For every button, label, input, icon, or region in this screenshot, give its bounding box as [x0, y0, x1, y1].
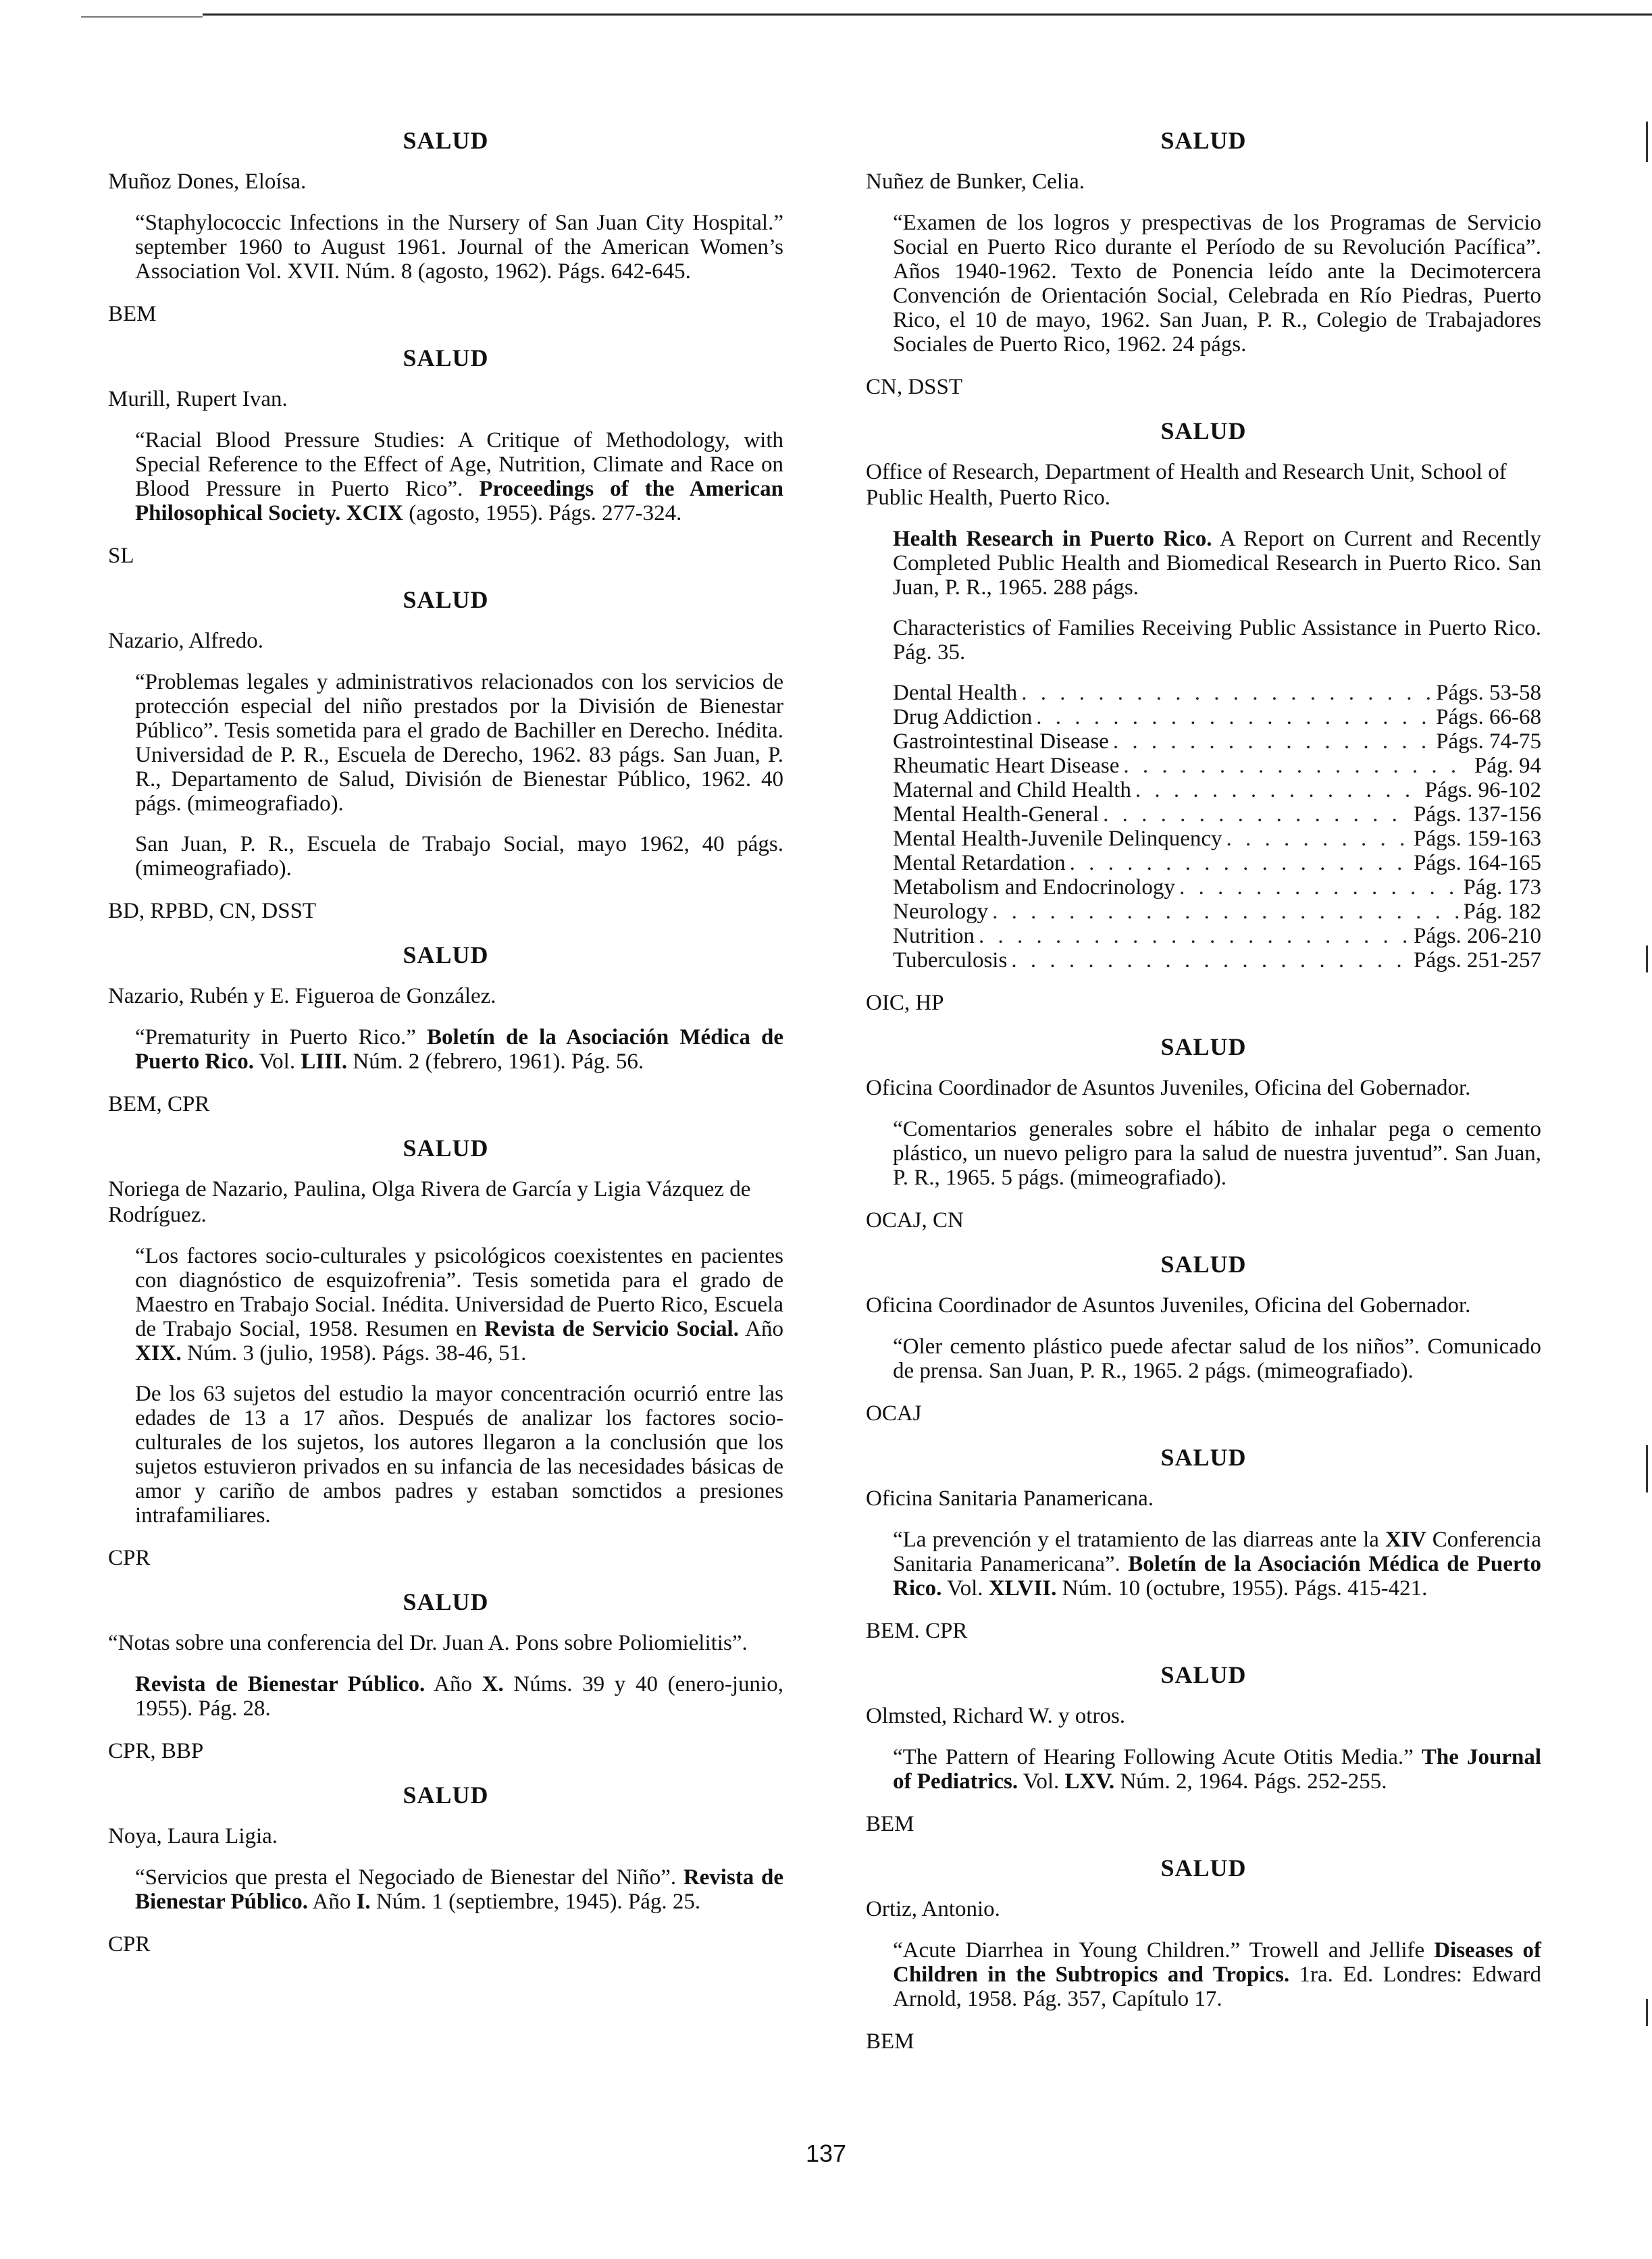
topic-index-row [893, 900, 1541, 924]
citation-text: “Los factores socio-culturales y psicológicos coexistentes en pacientes con diagnóstico de esquizofrenia”. Tesis sometida para el grado de Maestro en Trabajo Social. Inédita. Universidad de Puerto Rico, Escuela de Trabajo Social, 1958. Resumen en [135, 1244, 783, 1341]
entry-author: “Notas sobre una conferencia del Dr. Juan A. Pons sobre Poliomielitis”. [108, 1631, 748, 1655]
entry-author: Ortiz, Antonio. [866, 1897, 1000, 1921]
topic-index-row [893, 851, 1541, 875]
topic-label: Drug Addiction [893, 705, 1033, 729]
topic-pages: Pág. 94 [1474, 754, 1541, 778]
citation-text: “Racial Blood Pressure Studies: A Critique of Methodology, with Special Reference to the Effect of Age, Nutrition, Climate and Race on Blood Pressure in Puerto Rico”. [135, 428, 783, 501]
entry-author: Oficina Coordinador de Asuntos Juveniles, Oficina del Gobernador. [866, 1076, 1471, 1100]
entry-author: Nazario, Rubén y E. Figueroa de González. [108, 984, 496, 1008]
topic-pages: Págs. 206-210 [1414, 924, 1541, 948]
dot-leader [1135, 778, 1421, 802]
topic-index-row [893, 729, 1541, 754]
topic-pages: Pág. 182 [1463, 900, 1541, 924]
citation-text: Vol. [1018, 1769, 1065, 1794]
citation-title: LIII. [301, 1049, 348, 1074]
library-code: CPR [108, 1932, 151, 1956]
bibliography-entry [866, 417, 1541, 1016]
citation-text: “The Pattern of Hearing Following Acute Otitis Media.” [893, 1745, 1422, 1769]
bibliography-entry [108, 344, 783, 569]
citation-title: XIX. [135, 1341, 182, 1366]
dot-leader [1123, 754, 1470, 778]
library-code: OCAJ, CN [866, 1208, 964, 1232]
entry-author: Oficina Coordinador de Asuntos Juveniles, Oficina del Gobernador. [866, 1293, 1471, 1318]
subject-heading: SALUD [403, 586, 489, 613]
citation-text: “Staphylococcic Infections in the Nursery of San Juan City Hospital.” september 1960 to August 1961. Journal of the American Women’s Association Vol. XVII. Núm. 8 (agosto, 1962). Págs. 642-645. [135, 211, 783, 284]
topic-pages: Págs. 74-75 [1436, 729, 1541, 754]
entry-author: Muñoz Dones, Eloísa. [108, 170, 307, 194]
entry-author: Olmsted, Richard W. y otros. [866, 1704, 1126, 1728]
library-code: BEM [866, 2029, 914, 2054]
subject-heading: SALUD [1160, 127, 1247, 154]
entry-citation [893, 211, 1541, 357]
entry-note: San Juan, P. R., Escuela de Trabajo Social, mayo 1962, 40 págs. (mimeografiado). [135, 832, 783, 881]
library-code: BEM. CPR [866, 1619, 968, 1643]
entry-author: Oficina Sanitaria Panamericana. [866, 1486, 1154, 1511]
citation-text: “Servicios que presta el Negociado de Bienestar del Niño”. [135, 1865, 683, 1890]
topic-pages: Pág. 173 [1463, 875, 1541, 900]
entry-citation [135, 211, 783, 284]
topic-index-row [893, 778, 1541, 802]
citation-text: “Problemas legales y administrativos relacionados con los servicios de protección especial del niño prestados por la División de Bienestar Público”. Tesis sometida para el grado de Bachiller en Derecho. Inédita. Universidad de P. R., Escuela de Derecho, 1962. 83 págs. San Juan, P. R., Departamento de Salud, División de Bienestar Público, 1962. 40 págs. (mimeografiado). [135, 670, 783, 816]
citation-title: Revista de Bienestar Público. [135, 1865, 783, 1914]
entry-citation [893, 1528, 1541, 1601]
entry-citation [135, 428, 783, 525]
topic-label: Gastrointestinal Disease [893, 729, 1109, 754]
edge-mark [1646, 1445, 1648, 1492]
topic-label: Maternal and Child Health [893, 778, 1131, 802]
subject-heading: SALUD [1160, 1251, 1247, 1278]
topic-label: Rheumatic Heart Disease [893, 754, 1120, 778]
entry-note: Characteristics of Families Receiving Public Assistance in Puerto Rico. Pág. 35. [893, 616, 1541, 665]
dot-leader [1070, 851, 1410, 875]
citation-text: Núm. 2, 1964. Págs. 252-255. [1114, 1769, 1387, 1794]
library-code: CN, DSST [866, 375, 963, 399]
citation-title: Boletín de la Asociación Médica de Puerto Rico. [893, 1552, 1542, 1601]
entry-author: Noriega de Nazario, Paulina, Olga Rivera de García y Ligia Vázquez de Rodríguez. [108, 1177, 751, 1227]
top-rule [203, 14, 1652, 16]
subject-heading: SALUD [1160, 1444, 1247, 1471]
citation-text: Núms. 39 y 40 (enero-junio, 1955). Pág. 28. [135, 1672, 783, 1721]
entry-citation [893, 1117, 1541, 1190]
topic-index-row [893, 681, 1541, 705]
dot-leader [1113, 729, 1432, 754]
topic-pages: Págs. 66-68 [1436, 705, 1541, 729]
citation-text: Núm. 2 (febrero, 1961). Pág. 56. [347, 1049, 644, 1074]
entry-citation [135, 1244, 783, 1366]
subject-heading: SALUD [1160, 1661, 1247, 1688]
citation-text: “Oler cemento plástico puede afectar salud de los niños”. Comunicado de prensa. San Juan, P. R., 1965. 2 págs. (mimeografiado). [893, 1334, 1541, 1383]
citation-text: Conferencia Sanitaria Panamericana”. [893, 1528, 1541, 1576]
subject-heading: SALUD [403, 344, 489, 371]
citation-text: 1ra. Ed. Londres: Edward Arnold, 1958. Pág. 357, Capítulo 17. [893, 1963, 1541, 2011]
entry-citation [893, 1334, 1541, 1383]
page-number: 137 [805, 2139, 847, 2167]
subject-heading: SALUD [1160, 1033, 1247, 1060]
citation-text: “La prevención y el tratamiento de las diarreas ante la [893, 1528, 1386, 1552]
entry-citation [893, 1938, 1541, 2011]
entry-citation [893, 1745, 1541, 1794]
citation-text: “Prematurity in Puerto Rico.” [135, 1025, 428, 1049]
topic-pages: Págs. 137-156 [1414, 802, 1541, 827]
topic-pages: Págs. 159-163 [1414, 827, 1541, 851]
subject-heading: SALUD [1160, 417, 1247, 444]
citation-title: Proceedings of the American Philosophical Society. XCIX [135, 477, 784, 525]
subject-heading: SALUD [403, 1588, 489, 1615]
bibliography-entry [108, 127, 783, 327]
citation-text: “Comentarios generales sobre el hábito de inhalar pega o cemento plástico, un nuevo peligro para la salud de nuestra juventud”. San Juan, P. R., 1965. 5 págs. (mimeografiado). [893, 1117, 1541, 1190]
topic-index-row [893, 802, 1541, 827]
entry-author: Nazario, Alfredo. [108, 629, 263, 653]
topic-label: Mental Health-General [893, 802, 1100, 827]
edge-mark [1646, 122, 1648, 162]
bibliography-entry [866, 1444, 1541, 1644]
edge-mark [1646, 1999, 1648, 2026]
citation-title: Revista de Servicio Social. [484, 1317, 739, 1341]
library-code: OCAJ [866, 1401, 922, 1426]
library-code: CPR [108, 1546, 151, 1570]
topic-label: Metabolism and Endocrinology [893, 875, 1175, 900]
entry-author: Office of Research, Department of Health and Research Unit, School of Public Health, Puerto Rico. [866, 460, 1507, 510]
topic-label: Mental Health-Juvenile Delinquency [893, 827, 1222, 851]
citation-title: Health Research in Puerto Rico. [893, 527, 1212, 551]
library-code: BEM [866, 1812, 914, 1836]
topic-label: Nutrition [893, 924, 975, 948]
bibliography-entry [866, 1661, 1541, 1837]
dot-leader [992, 900, 1459, 924]
citation-text: Vol. [941, 1576, 989, 1601]
citation-text: “Examen de los logros y prespectivas de los Programas de Servicio Social en Puerto Rico durante el Período de su Revolución Pacífica”. Años 1940-1962. Texto de Ponencia leído ante la Decimotercera Convención de Orientación Social, Celebrada en Río Piedras, Puerto Rico, el 10 de mayo, 1962. San Juan, P. R., Colegio de Trabajadores Sociales de Puerto Rico, 1962. 24 págs. [893, 211, 1541, 357]
topic-index-row [893, 875, 1541, 900]
citation-text: (agosto, 1955). Págs. 277-324. [403, 501, 682, 525]
subject-heading: SALUD [403, 941, 489, 968]
dot-leader [1036, 705, 1432, 729]
dot-leader [1227, 827, 1410, 851]
topic-label: Mental Retardation [893, 851, 1066, 875]
library-code: CPR, BBP [108, 1739, 204, 1763]
topic-index-row [893, 924, 1541, 948]
topic-label: Neurology [893, 900, 989, 924]
bibliography-entry [108, 1588, 783, 1764]
topic-index-row [893, 827, 1541, 851]
library-code: BEM, CPR [108, 1092, 210, 1116]
citation-text: “Acute Diarrhea in Young Children.” Trowell and Jellife [893, 1938, 1435, 1963]
topic-index-row [893, 705, 1541, 729]
library-code: OIC, HP [866, 991, 944, 1015]
topic-pages: Págs. 53-58 [1436, 681, 1541, 705]
dot-leader [1011, 948, 1410, 972]
entry-citation [135, 1025, 783, 1074]
citation-title: I. [356, 1890, 371, 1914]
right-column [866, 115, 1541, 2072]
subject-heading: SALUD [403, 1782, 489, 1809]
bibliography-entry [866, 1854, 1541, 2054]
entry-author: Noya, Laura Ligia. [108, 1824, 278, 1848]
citation-text: Año [425, 1672, 482, 1696]
dot-leader [1103, 802, 1410, 827]
citation-title: Boletín de la Asociación Médica de Puerto Rico. [135, 1025, 783, 1074]
topic-label: Dental Health [893, 681, 1018, 705]
citation-text: Núm. 1 (septiembre, 1945). Pág. 25. [370, 1890, 701, 1914]
entry-author: Murill, Rupert Ivan. [108, 387, 288, 411]
citation-title: Revista de Bienestar Público. [135, 1672, 425, 1696]
subject-heading: SALUD [403, 127, 489, 154]
topic-pages: Págs. 96-102 [1424, 778, 1541, 802]
entry-citation [893, 527, 1541, 600]
entry-citation [135, 670, 783, 816]
bibliography-entry [108, 941, 783, 1117]
library-code: BEM [108, 302, 157, 326]
bibliography-entry [108, 1135, 783, 1571]
edge-mark [1646, 945, 1648, 972]
citation-text: A Report on Current and Recently Completed Public Health and Biomedical Research in Puerto Rico. San Juan, P. R., 1965. 288 págs. [893, 527, 1542, 600]
topic-index [893, 681, 1541, 972]
citation-text: Año [738, 1317, 783, 1341]
library-code: SL [108, 544, 134, 568]
topic-index-row [893, 754, 1541, 778]
entry-citation [135, 1672, 783, 1721]
bibliography-entry [108, 586, 783, 924]
subject-heading: SALUD [1160, 1854, 1247, 1881]
citation-title: XIV [1385, 1528, 1426, 1552]
citation-text: Núm. 10 (octubre, 1955). Págs. 415-421. [1056, 1576, 1428, 1601]
left-column [108, 115, 783, 1975]
dot-leader [1179, 875, 1460, 900]
citation-text: Núm. 3 (julio, 1958). Págs. 38-46, 51. [181, 1341, 527, 1366]
top-rule-left [81, 16, 203, 18]
entry-citation [135, 1865, 783, 1914]
subject-heading: SALUD [403, 1135, 489, 1162]
library-code: BD, RPBD, CN, DSST [108, 899, 317, 923]
citation-title: Diseases of Children in the Subtropics and Tropics. [893, 1938, 1541, 1987]
citation-title: XLVII. [988, 1576, 1057, 1601]
citation-title: X. [482, 1672, 504, 1696]
topic-index-row [893, 948, 1541, 972]
citation-title: The Journal of Pediatrics. [893, 1745, 1541, 1794]
dot-leader [1021, 681, 1432, 705]
entry-author: Nuñez de Bunker, Celia. [866, 170, 1085, 194]
topic-label: Tuberculosis [893, 948, 1008, 972]
citation-title: LXV. [1064, 1769, 1115, 1794]
bibliography-entry [866, 1033, 1541, 1233]
topic-pages: Págs. 251-257 [1414, 948, 1541, 972]
entry-note: De los 63 sujetos del estudio la mayor concentración ocurrió entre las edades de 13 a 17 años. Después de analizar los factores socio-culturales de los sujetos, los autores llegaron a la conclusión que los sujetos estuvieron privados en su infancia de las necesidades básicas de amor y cariño de ambos padres y estaban somctidos a presiones intrafamiliares. [135, 1382, 783, 1528]
topic-pages: Págs. 164-165 [1414, 851, 1541, 875]
dot-leader [979, 924, 1410, 948]
citation-text: Año [308, 1890, 357, 1914]
bibliography-entry [108, 1782, 783, 1957]
bibliography-entry [866, 127, 1541, 400]
citation-text: Vol. [253, 1049, 301, 1074]
bibliography-entry [866, 1251, 1541, 1426]
